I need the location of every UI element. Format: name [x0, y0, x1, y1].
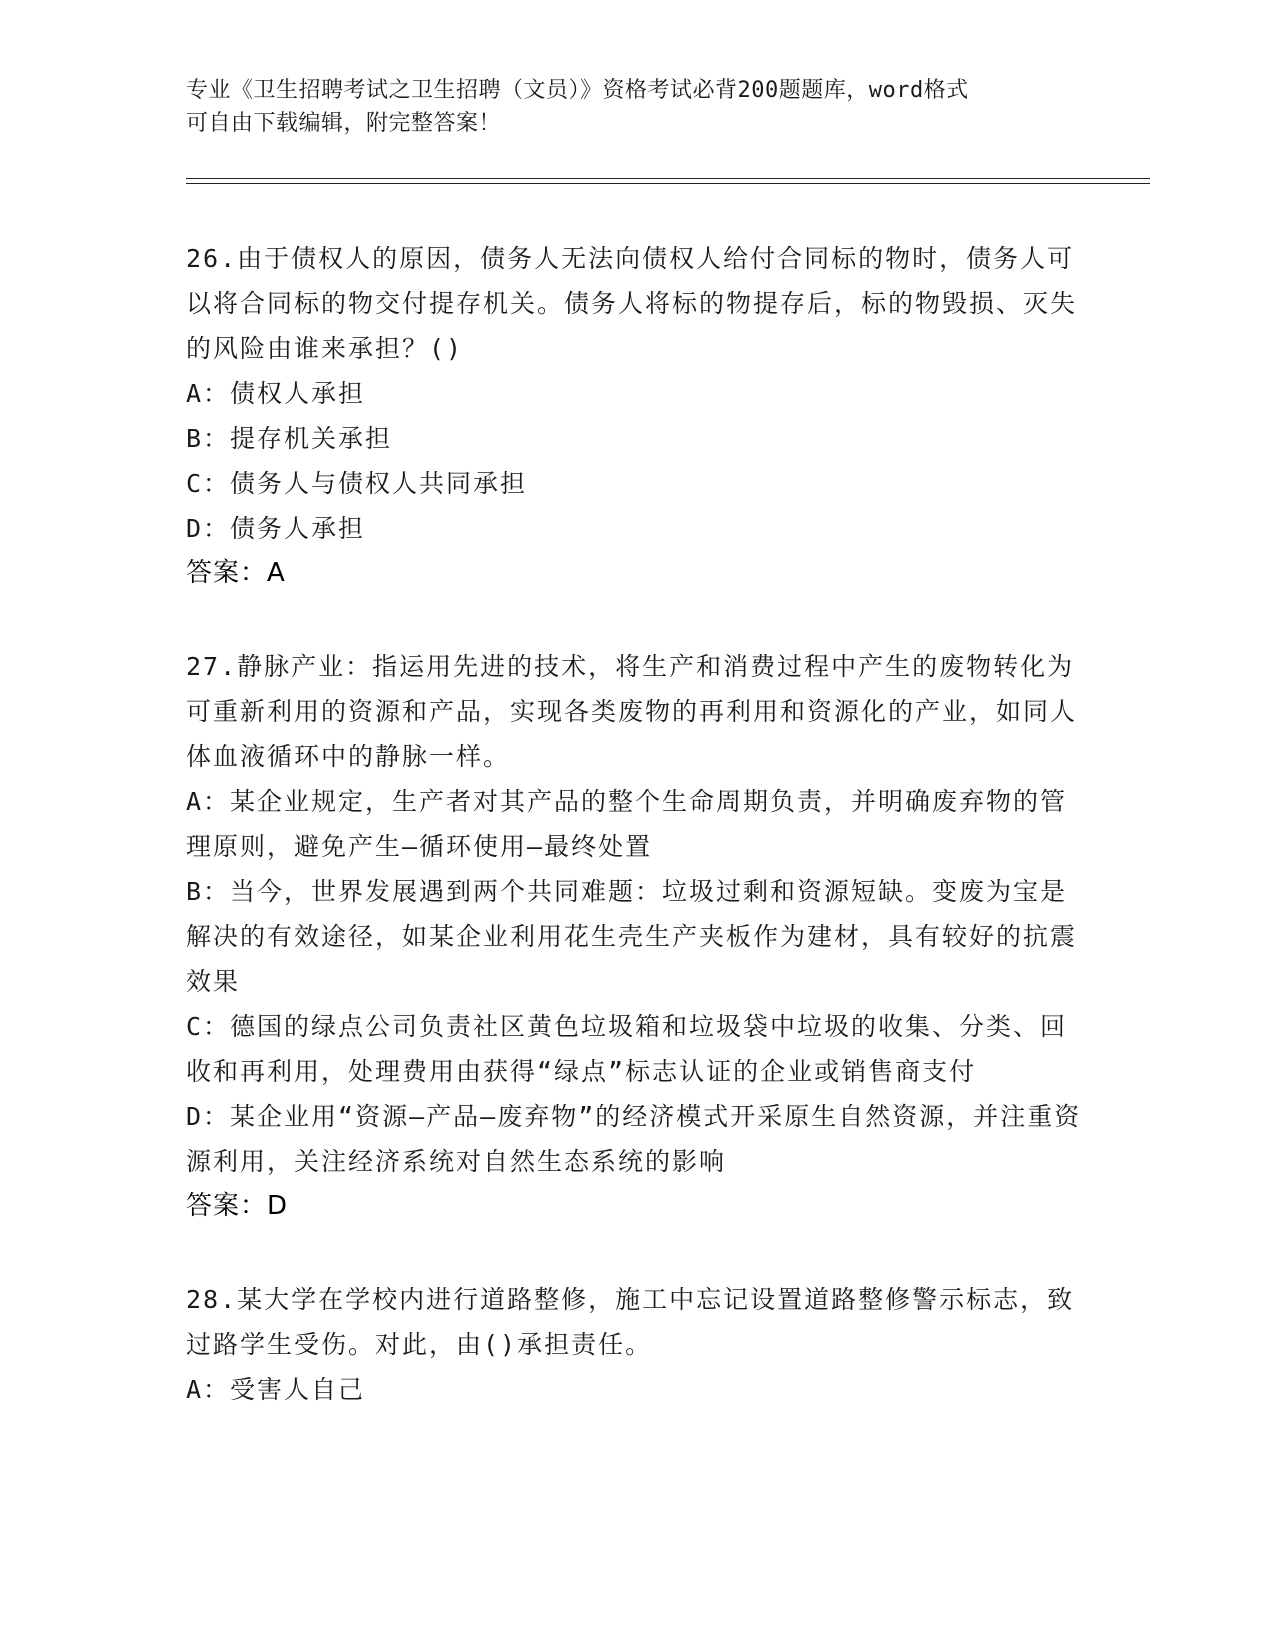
- header-line-2: 可自由下载编辑，附完整答案！: [186, 111, 502, 136]
- option-c: C：德国的绿点公司负责社区黄色垃圾箱和垃圾袋中垃圾的收集、分类、回收和再利用，处理费用由获得“绿点”标志认证的企业或销售商支付: [186, 1012, 1068, 1086]
- option-a: A：债权人承担: [186, 379, 366, 408]
- question-stem: 27.静脉产业：指运用先进的技术，将生产和消费过程中产生的废物转化为可重新利用的资源和产品，实现各类废物的再利用和资源化的产业，如同人体血液循环中的静脉一样。: [186, 652, 1078, 771]
- header-divider-bottom: [186, 183, 1150, 184]
- question-27: [186, 644, 1086, 1229]
- question-26: [186, 236, 1086, 596]
- answer-label: 答案：D: [186, 1191, 289, 1221]
- header-line-1: 专业《卫生招聘考试之卫生招聘（文员）》资格考试必背200题题库，word格式: [186, 78, 969, 103]
- option-a: A：受害人自己: [186, 1375, 366, 1404]
- option-c: C：债务人与债权人共同承担: [186, 469, 528, 498]
- document-header: [186, 74, 1086, 140]
- question-stem: 28.某大学在学校内进行道路整修，施工中忘记设置道路整修警示标志，致过路学生受伤。对此，由()承担责任。: [186, 1285, 1075, 1359]
- question-list: [186, 236, 1086, 1460]
- option-b: B：提存机关承担: [186, 424, 393, 453]
- question-stem: 26.由于债权人的原因，债务人无法向债权人给付合同标的物时，债务人可以将合同标的物交付提存机关。债务人将标的物提存后，标的物毁损、灭失的风险由谁来承担？(): [186, 244, 1078, 363]
- option-a: A：某企业规定，生产者对其产品的整个生命周期负责，并明确废弃物的管理原则，避免产生—循环使用—最终处置: [186, 787, 1068, 861]
- answer-label: 答案：A: [186, 558, 286, 588]
- option-d: D：债务人承担: [186, 514, 366, 543]
- header-divider-top: [186, 178, 1150, 179]
- question-28: [186, 1277, 1086, 1412]
- option-b: B：当今，世界发展遇到两个共同难题：垃圾过剩和资源短缺。变废为宝是解决的有效途径，如某企业利用花生壳生产夹板作为建材，具有较好的抗震效果: [186, 877, 1078, 996]
- option-d: D：某企业用“资源—产品—废弃物”的经济模式开采原生自然资源，并注重资源利用，关注经济系统对自然生态系统的影响: [186, 1102, 1082, 1176]
